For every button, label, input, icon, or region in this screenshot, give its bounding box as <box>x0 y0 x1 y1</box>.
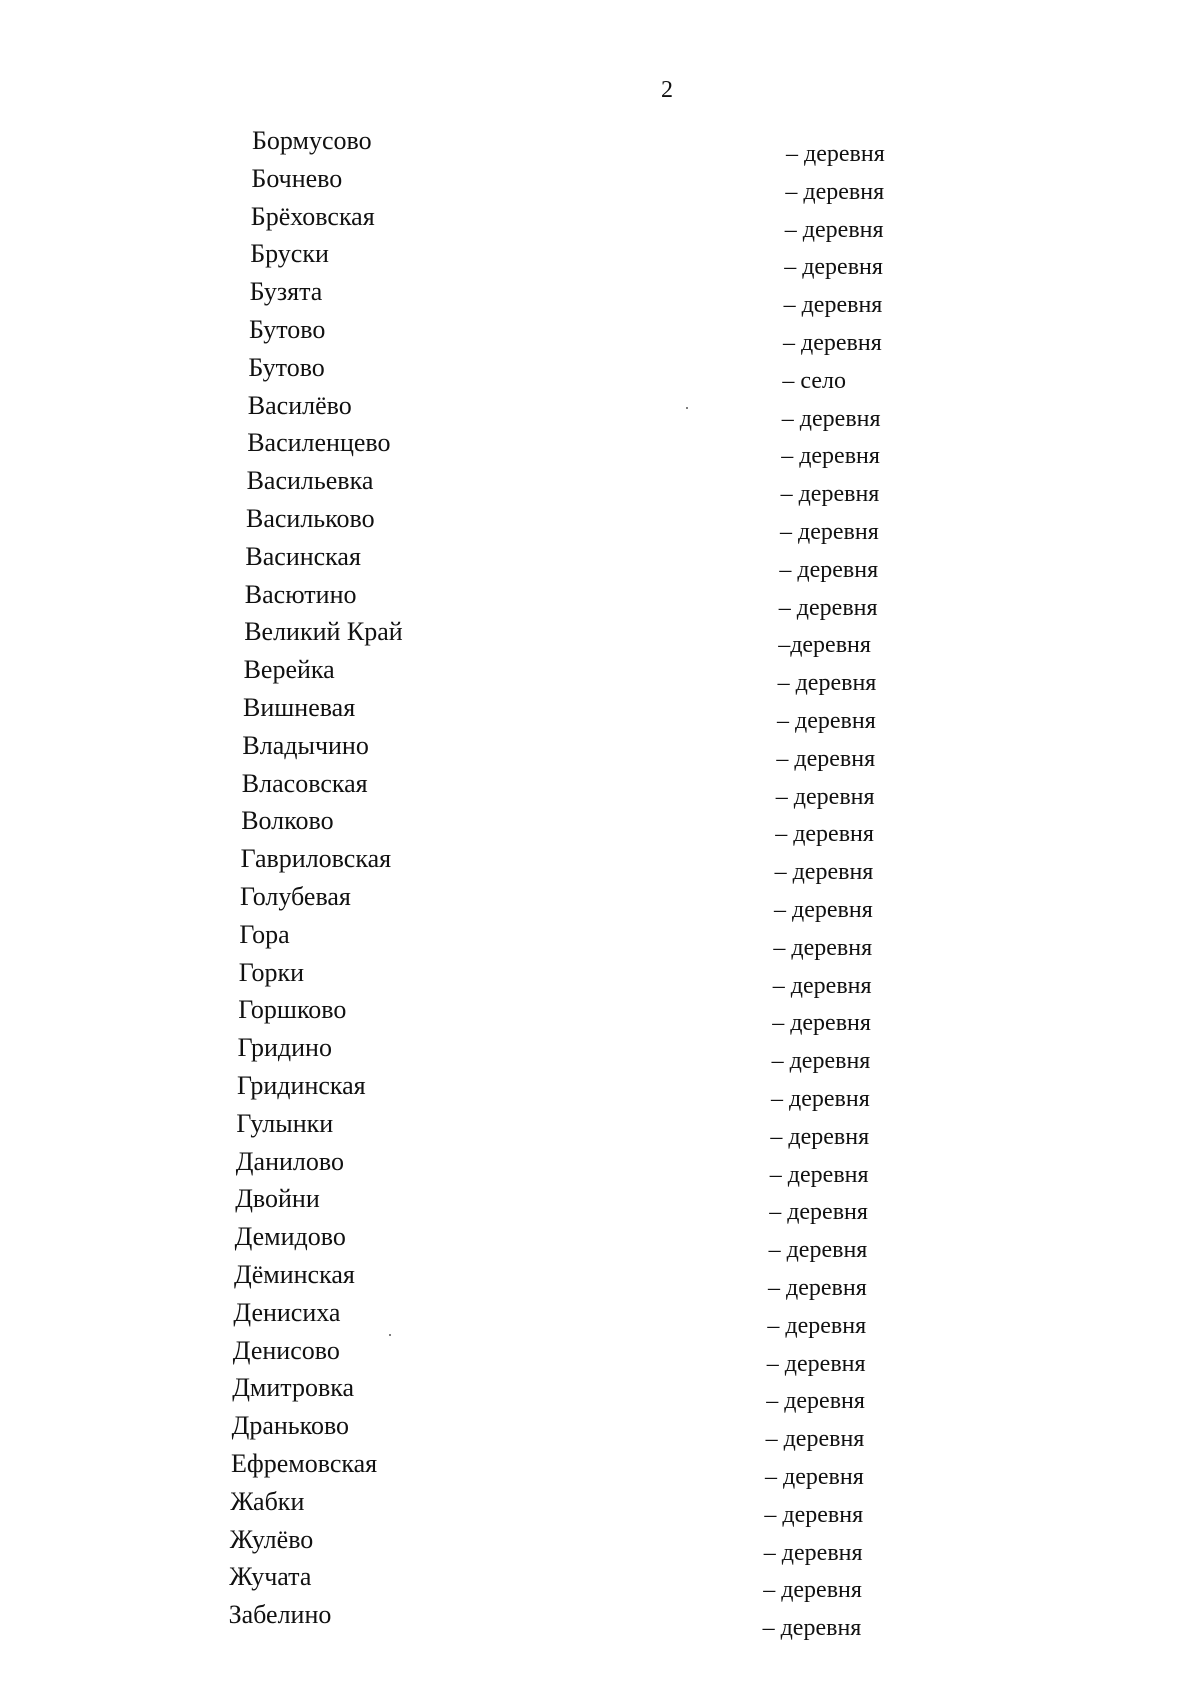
settlement-name: Владычино <box>242 730 369 760</box>
settlement-name: Гавриловская <box>240 844 392 874</box>
settlement-type: – деревня <box>772 1010 871 1037</box>
settlement-name: Васильково <box>246 504 375 533</box>
settlement-name: Гридино <box>237 1033 332 1063</box>
settlement-type: – деревня <box>771 1086 870 1112</box>
settlement-type: – деревня <box>781 443 880 470</box>
settlement-name: Жабки <box>230 1486 305 1516</box>
settlement-type: – деревня <box>779 556 879 583</box>
settlement-type: – деревня <box>763 1539 863 1566</box>
list-item <box>0 884 1200 924</box>
settlement-name: Бутово <box>249 315 326 344</box>
settlement-name: Данилово <box>235 1146 344 1176</box>
list-item <box>0 619 1200 659</box>
settlement-name: Васинская <box>245 541 361 571</box>
list-item <box>0 657 1200 697</box>
settlement-type: – деревня <box>774 859 874 886</box>
settlement-name: Бузята <box>249 277 323 307</box>
settlement-type: – деревня <box>765 1464 864 1490</box>
settlement-name: Гора <box>239 919 290 949</box>
settlement-type: – деревня <box>766 1388 865 1415</box>
list-item <box>0 1486 1200 1529</box>
settlement-type: –деревня <box>778 632 871 659</box>
list-item <box>0 1035 1200 1075</box>
settlement-type: – деревня <box>770 1123 870 1150</box>
list-item <box>0 1224 1200 1264</box>
settlement-name: Забелино <box>228 1600 332 1630</box>
settlement-name: Демидово <box>234 1222 346 1252</box>
list-item <box>0 128 1200 168</box>
list-item <box>0 808 1200 848</box>
settlement-name: Денисово <box>232 1335 340 1365</box>
list-item <box>0 1297 1200 1340</box>
settlement-type: – деревня <box>768 1237 868 1264</box>
settlement-name: Двойни <box>235 1184 320 1214</box>
settlement-name: Васильевка <box>246 466 374 496</box>
settlement-type: – деревня <box>769 1199 868 1226</box>
settlement-type: – деревня <box>763 1577 862 1604</box>
list-item <box>0 1186 1200 1226</box>
settlement-type: – село <box>782 367 846 394</box>
settlement-name: Горки <box>238 957 305 987</box>
settlement-type: – деревня <box>781 405 881 432</box>
settlement-name: Волково <box>241 806 334 836</box>
settlement-type: – деревня <box>774 897 873 923</box>
settlement-type: – деревня <box>773 934 873 961</box>
list-item <box>0 201 1200 244</box>
settlement-name: Дмитровка <box>232 1373 355 1403</box>
settlement-type: – деревня <box>784 254 883 281</box>
list-item <box>0 957 1200 1000</box>
settlement-name: Жулёво <box>229 1524 314 1554</box>
list-item <box>0 1564 1200 1604</box>
list-item <box>0 846 1200 886</box>
list-item <box>0 317 1200 357</box>
list-item <box>0 1108 1200 1151</box>
settlement-name: Бочнево <box>251 163 343 193</box>
settlement-type: – деревня <box>772 972 872 999</box>
list-item <box>0 279 1200 319</box>
settlement-name: Брёховская <box>250 201 375 231</box>
settlement-name: Бутово <box>248 352 325 382</box>
list-item <box>0 241 1200 281</box>
list-item <box>0 541 1200 584</box>
settlement-type: – деревня <box>766 1350 866 1377</box>
settlement-name: Драньково <box>231 1411 350 1441</box>
list-item <box>0 730 1200 773</box>
settlement-type: – деревня <box>786 141 885 167</box>
list-item <box>0 1146 1200 1189</box>
settlement-name: Верейка <box>243 655 335 685</box>
settlement-type: – деревня <box>783 292 883 319</box>
settlement-type: – деревня <box>784 216 884 243</box>
list-item <box>0 919 1200 962</box>
scan-speck <box>686 407 688 409</box>
settlement-type: – деревня <box>776 745 876 772</box>
settlement-name: Бормусово <box>252 126 372 155</box>
list-item <box>0 506 1200 546</box>
settlement-name: Дёминская <box>234 1260 355 1289</box>
scan-speck <box>389 1334 391 1336</box>
list-item <box>0 1413 1200 1453</box>
list-item <box>0 1602 1200 1642</box>
settlement-type: – деревня <box>769 1161 869 1188</box>
settlement-type: – деревня <box>783 330 882 356</box>
list-item <box>0 579 1200 622</box>
settlement-type: – деревня <box>778 594 878 621</box>
settlement-type: – деревня <box>762 1615 862 1642</box>
settlement-name: Ефремовская <box>231 1449 378 1478</box>
list-item <box>0 163 1200 206</box>
settlement-name: Великий Край <box>244 617 403 647</box>
settlement-name: Василенцево <box>247 428 391 458</box>
settlement-type: – деревня <box>775 821 874 848</box>
settlement-name: Васютино <box>244 579 357 609</box>
list-item <box>0 1524 1200 1567</box>
settlement-type: – деревня <box>771 1048 871 1075</box>
settlement-name: Жучата <box>229 1562 312 1592</box>
list-item <box>0 430 1200 470</box>
settlement-name: Власовская <box>241 768 368 798</box>
settlement-name: Горшково <box>238 995 347 1025</box>
page-number: 2 <box>661 77 673 103</box>
settlement-name: Василёво <box>247 390 352 420</box>
settlement-name: Бруски <box>250 239 329 269</box>
settlement-type: – деревня <box>768 1275 867 1301</box>
list-item <box>0 997 1200 1037</box>
list-item <box>0 390 1200 433</box>
settlement-type: – деревня <box>764 1501 864 1528</box>
list-item <box>0 1451 1200 1491</box>
settlement-name: Гулынки <box>236 1108 334 1138</box>
settlement-type: – деревня <box>775 783 875 810</box>
list-item <box>0 1262 1200 1302</box>
settlement-type: – деревня <box>767 1312 867 1339</box>
settlement-type: – деревня <box>780 481 880 508</box>
settlement-type: – деревня <box>777 708 876 734</box>
list-item <box>0 352 1200 395</box>
settlement-name: Денисиха <box>233 1297 341 1327</box>
list-item <box>0 1375 1200 1415</box>
list-item <box>0 768 1200 811</box>
settlement-type: – деревня <box>777 670 877 697</box>
settlement-name: Голубевая <box>240 882 351 911</box>
list-item <box>0 1073 1200 1113</box>
settlement-name: Гридинская <box>237 1071 366 1100</box>
settlement-type: – деревня <box>780 519 879 545</box>
settlement-type: – деревня <box>785 178 885 205</box>
list-item <box>0 1335 1200 1378</box>
settlement-name: Вишневая <box>243 693 356 722</box>
list-item <box>0 695 1200 735</box>
settlement-type: – деревня <box>765 1426 865 1453</box>
list-item <box>0 468 1200 508</box>
